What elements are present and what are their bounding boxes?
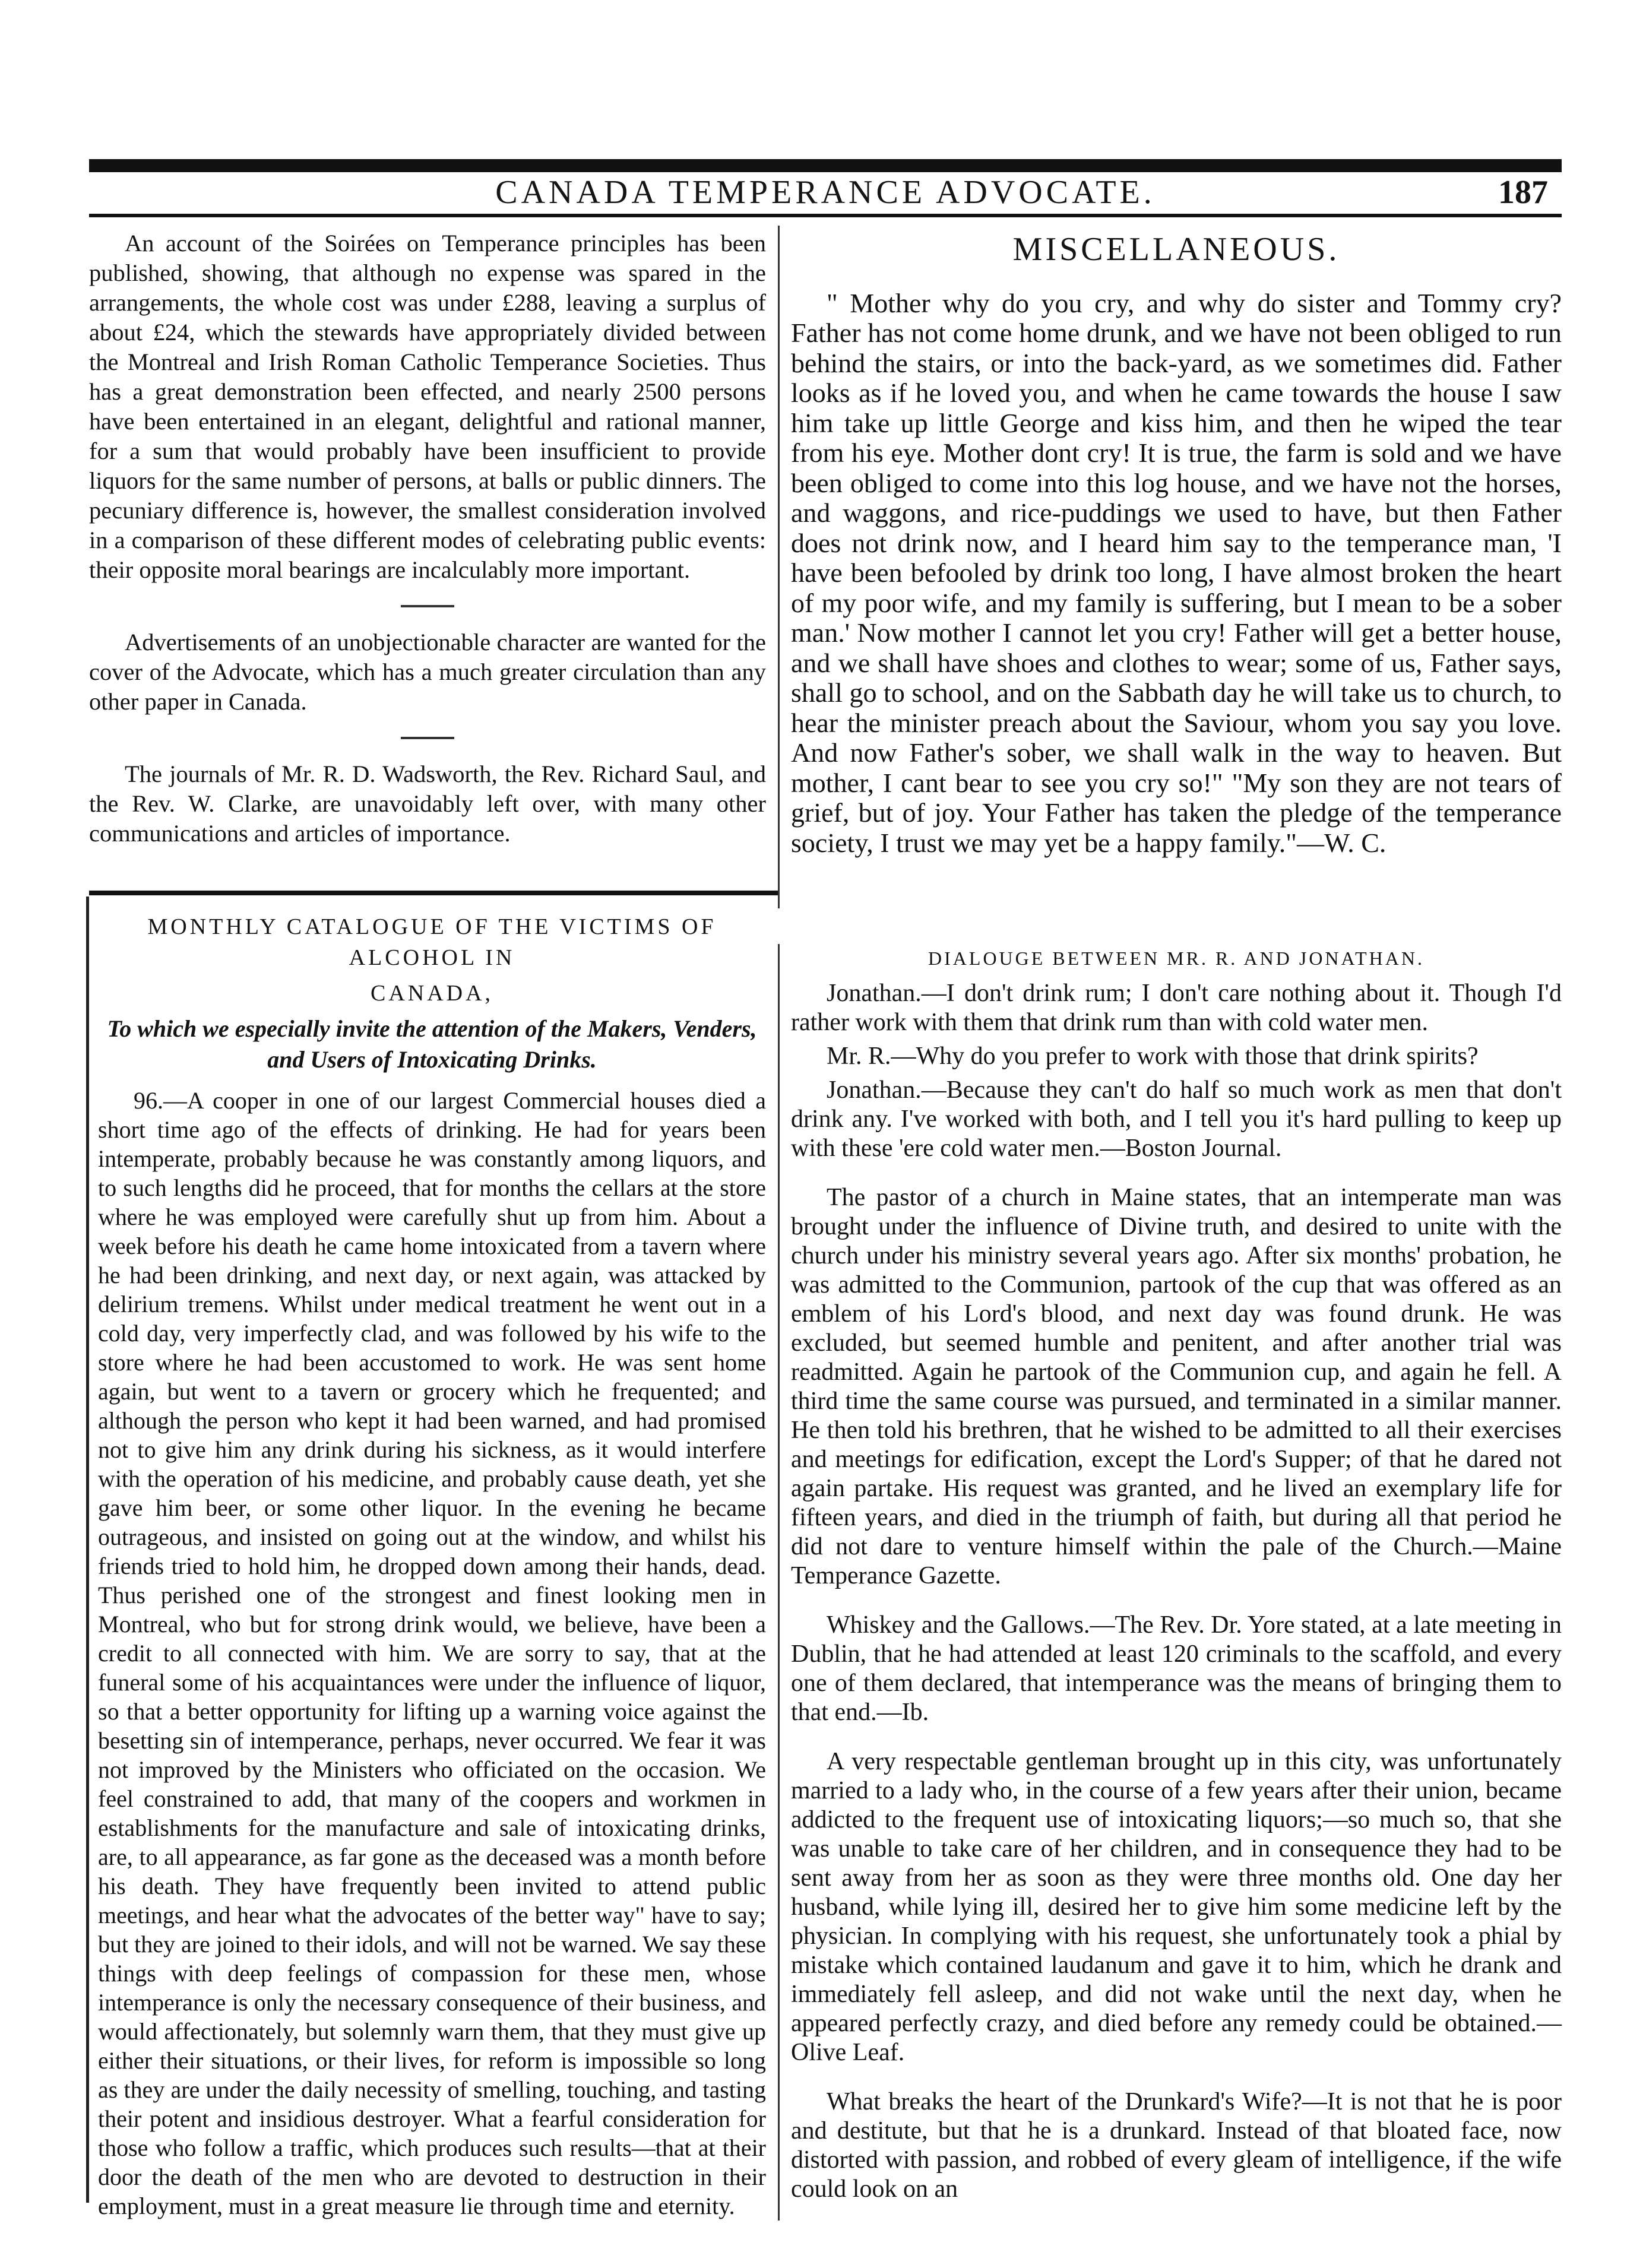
column-divider-lower — [778, 944, 780, 2221]
journals-notice: The journals of Mr. R. D. Wadsworth, the Rev. Richard Saul, and the Rev. W. Clarke, are unavoidably left over, with many other communications and articles of importance. — [89, 761, 766, 847]
column-divider-upper — [778, 226, 780, 908]
laudanum-article: A very respectable gentleman brought up in this city, was unfortunately married to a lady who, in the course of a few years after their union, became addicted to the frequent use of intoxicating liquors;—so much so, that she was unable to take care of her children, and in consequence they had to be sent away from her as soon as they were three months old. One day her husband, while lying ill, desired her to give him some medicine left by the physician. In complying with his request, she unfortunately took a phial by mistake which contained laudanum and gave it to him, which he drank and immediately fell asleep, and did not wake until the next day, when he appeared perfectly crazy, and died before any remedy could be obtained.—Olive Leaf. — [791, 1748, 1562, 2066]
catalogue-heading: MONTHLY CATALOGUE OF THE VICTIMS OF ALCOHOL IN — [147, 914, 717, 970]
dialogue-line: Jonathan.—I don't drink rum; I don't care nothing about it. Though I'd rather work with them that drink rum than with cold water men. — [791, 980, 1562, 1036]
catalogue-entry-96: 96.—A cooper in one of our largest Commercial houses died a short time ago of the effects of drinking. He had for years been intemperate, probably because he was constantly among liquors, and to such lengths did he proceed, that for months the cellars at the store where he was employed were carefully shut up from him. About a week before his death he came home intoxicated from a tavern where he had been drinking, and next day, or next again, was attacked by delirium tremens. Whilst under medical treatment he went out in a cold day, very imperfectly clad, and was followed by his wife to the store where he had been accustomed to work. He was sent home again, but went to a tavern or grocery which he frequented; and although the person who kept it had been warned, and had promised not to give him any drink during his sickness, as it would interfere with the operation of his medicine, and probably cause death, yet she gave him beer, or some other liquor. In the evening he became outrageous, and insisted on going out at the window, and whilst his friends tried to hold him, he dropped down among their hands, dead. Thus perished one of the strongest and finest looking men in Montreal, who but for strong drink would, we believe, have been a credit to all connected with him. We are sorry to say, that at the funeral some of his acquaintances were under the influence of liquor, so that a better opportunity for lifting up a warning voice against the besetting sin of intemperance, perhaps, never occurred. We fear it was not improved by the Ministers who officiated on the occasion. We feel constrained to add, that many of the coopers and workmen in establishments for the manufacture and sale of intoxicating drinks, are, to all appearance, as far gone as the deceased was a month before his death. They have frequently been invited to attend public meetings, and hear what the advocates of the better way" have to say; but they are joined to their idols, and will not be warned. We say these things with deep feelings of compassion for these men, whose intemperance is only the necessary consequence of their business, and would affectionately, but solemnly warn them, that they must give up either their situations, or their lives, for reform is impossible so long as they are under the daily necessity of smelling, touching, and tasting their potent and insidious destroyer. What a fearful consideration for those who follow a traffic, which produces such results—that at their door the death of the men who are devoted to destruction in their employment, must in a great measure lie through time and eternity. — [98, 1087, 766, 2219]
maine-church-article: The pastor of a church in Maine states, that an intemperate man was brought under the influence of Divine truth, and desired to unite with the church under his ministry several years ago. After six months' probation, he was admitted to the Communion, partook of the cup that was offered as an emblem of his Lord's blood, and next day was found drunk. He was excluded, but seemed humble and penitent, and after another trial was readmitted. Again he partook of the Communion cup, and again he fell. A third time the same course was pursued, and terminated in a similar manner. He then told his brethren, that he wished to be admitted to all their exercises and meetings for edification, except the Lord's Supper; of that he dared not again partake. His request was granted, and he lived an exemplary life for fifteen years, and died in the triumph of faith, but during all that period he did not dare to venture himself within the pale of the Church.—Maine Temperance Gazette. — [791, 1184, 1562, 1589]
child-story: " Mother why do you cry, and why do sister and Tommy cry? Father has not come home drunk, and we have not been obliged to run behind the stairs, or into the back-yard, as we sometimes did. Father looks as if he loved you, and when he came towards the house I saw him take up little George and kiss him, and then he wiped the tear from his eye. Mother dont cry! It is true, the farm is sold and we have been obliged to come into this log house, and we have not the horses, and waggons, and rice-puddings we used to have, but then Father does not drink now, and I heard him say to the temperance man, 'I have been befooled by drink too long, I have almost broken the heart of my poor wife, and my family is suffering, but I mean to be a sober man.' Now mother I cannot let you cry! Father will get a better house, and we shall have shoes and clothes to wear; some of us, Father says, shall go to school, and on the Sabbath day he will take us to church, to hear the minister preach about the Saviour, whom you say you love. And now Father's sober, we shall walk in the way to heaven. But mother, I cant bear to see you cry so!" "My son they are not tears of grief, but of joy. Your Father has taken the pledge of the temperance society, I trust we may yet be a happy family."—W. C. — [791, 287, 1562, 858]
drunkards-wife-article: What breaks the heart of the Drunkard's Wife?—It is not that he is poor and destitute, but that he is a drunkard. Instead of that bloated face, now distorted with passion, and robbed of every gleam of intelligence, if the wife could look on an — [791, 2088, 1562, 2203]
advertisement-notice: Advertisements of an unobjectionable character are wanted for the cover of the Advocate, which has a much greater circulation than any other paper in Canada. — [89, 629, 766, 715]
section-divider — [401, 605, 454, 607]
catalogue-heading-country: CANADA, — [370, 981, 494, 1006]
dialogue-heading: DIALOUGE BETWEEN MR. R. AND JONATHAN. — [928, 948, 1424, 969]
whiskey-gallows-article: Whiskey and the Gallows.—The Rev. Dr. Yore stated, at a late meeting in Dublin, that he had attended at least 120 criminals to the scaffold, and every one of them declared, that intemperance was the means of bringing them to that end.—Ib. — [791, 1611, 1562, 1726]
header-thick-rule — [89, 159, 1562, 172]
page-number: 187 — [1498, 174, 1548, 211]
soiree-notice: An account of the Soirées on Temperance principles has been published, showing, that although no expense was spared in the arrangements, the whole cost was under £288, leaving a surplus of about £24, which the stewards have appropriately divided between the Montreal and Irish Roman Catholic Temperance Societies. Thus has a great demonstration been effected, and nearly 2500 persons have been entertained in an elegant, delightful and rational manner, for a sum that would probably have been insufficient to provide liquors for the same number of persons, at balls or public dinners. The pecuniary difference is, however, the smallest consideration involved in a comparison of these different modes of celebrating public events: their opposite moral bearings are incalculably more important. — [89, 230, 766, 583]
miscellaneous-section — [791, 229, 1562, 878]
victims-catalogue — [98, 911, 766, 2241]
dialogue-line: Mr. R.—Why do you prefer to work with those that drink spirits? — [827, 1043, 1479, 1070]
catalogue-subheading: To which we especially invite the attention of the Makers, Venders, and Users of Intoxicating Drinks. — [107, 1015, 757, 1073]
dialogue-line: Jonathan.—Because they can't do half so much work as men that don't drink any. I've worked with both, and I tell you it's hard pulling to keep up with these 'ere cold water men.—Boston Journal. — [791, 1076, 1562, 1162]
dialogue-and-articles — [791, 944, 1562, 2224]
running-title: CANADA TEMPERANCE ADVOCATE. — [495, 174, 1156, 211]
miscellaneous-heading: MISCELLANEOUS. — [1012, 231, 1340, 268]
section-divider — [401, 737, 454, 739]
catalogue-top-rule — [89, 891, 778, 895]
header-thin-rule — [89, 214, 1562, 217]
catalogue-side-rule — [86, 897, 89, 2203]
left-notices — [89, 229, 766, 869]
